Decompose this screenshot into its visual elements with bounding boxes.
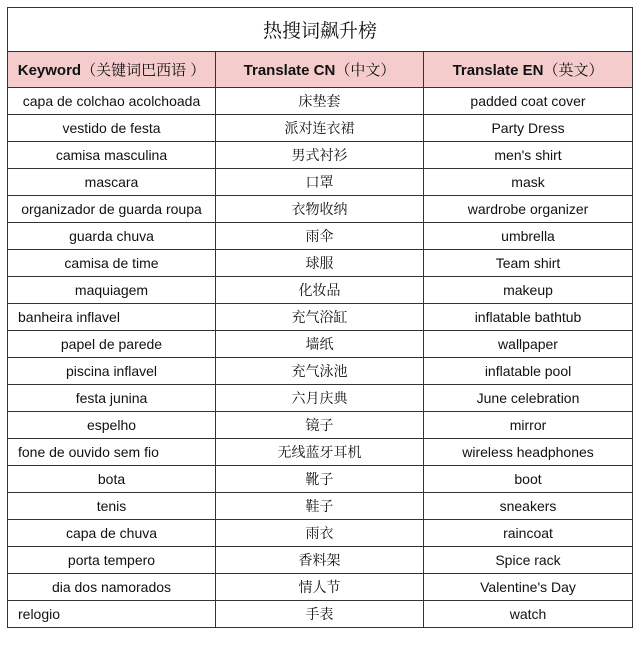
title-row: [8, 8, 633, 52]
translate-cn-cell: 充气泳池: [216, 358, 424, 385]
translate-cn-cell: 香料架: [216, 547, 424, 574]
keyword-cell: mascara: [8, 169, 216, 196]
translate-cn-cell: 床垫套: [216, 88, 424, 115]
translate-en-cell: June celebration: [424, 385, 633, 412]
keyword-cell: dia dos namorados: [8, 574, 216, 601]
keyword-cell: camisa de time: [8, 250, 216, 277]
keyword-cell: bota: [8, 466, 216, 493]
table-row: [8, 547, 633, 574]
table-title: 热搜词飙升榜: [8, 8, 633, 52]
translate-en-cell: boot: [424, 466, 633, 493]
keyword-cell: porta tempero: [8, 547, 216, 574]
keyword-cell: capa de chuva: [8, 520, 216, 547]
header-translate-en: [424, 52, 633, 88]
translate-cn-cell: 靴子: [216, 466, 424, 493]
translate-en-cell: men's shirt: [424, 142, 633, 169]
keyword-cell: banheira inflavel: [8, 304, 216, 331]
keyword-cell: maquiagem: [8, 277, 216, 304]
translate-en-cell: mirror: [424, 412, 633, 439]
header-cn-paren: （中文）: [335, 62, 396, 79]
translate-cn-cell: 手表: [216, 601, 424, 628]
header-row: [8, 52, 633, 88]
translate-cn-cell: 球服: [216, 250, 424, 277]
table-row: [8, 115, 633, 142]
header-keyword-main: Keyword: [17, 62, 82, 79]
translate-cn-cell: 墙纸: [216, 331, 424, 358]
table-row: [8, 493, 633, 520]
translate-en-cell: Team shirt: [424, 250, 633, 277]
keyword-cell: papel de parede: [8, 331, 216, 358]
header-en-main: Translate EN: [452, 62, 544, 79]
table-row: [8, 331, 633, 358]
translate-en-cell: wallpaper: [424, 331, 633, 358]
keyword-cell: festa junina: [8, 385, 216, 412]
translate-en-cell: padded coat cover: [424, 88, 633, 115]
keyword-table: [7, 7, 633, 628]
header-cn-main: Translate CN: [243, 62, 336, 79]
translate-en-cell: watch: [424, 601, 633, 628]
table-row: [8, 412, 633, 439]
translate-en-cell: raincoat: [424, 520, 633, 547]
table-row: [8, 250, 633, 277]
table-row: [8, 358, 633, 385]
translate-en-cell: inflatable pool: [424, 358, 633, 385]
table-row: [8, 169, 633, 196]
translate-cn-cell: 口罩: [216, 169, 424, 196]
translate-en-cell: wireless headphones: [424, 439, 633, 466]
header-en-paren: （英文）: [543, 62, 604, 79]
keyword-cell: tenis: [8, 493, 216, 520]
header-keyword: [8, 52, 216, 88]
table-row: [8, 277, 633, 304]
translate-cn-cell: 化妆品: [216, 277, 424, 304]
translate-cn-cell: 衣物收纳: [216, 196, 424, 223]
keyword-cell: vestido de festa: [8, 115, 216, 142]
translate-en-cell: Party Dress: [424, 115, 633, 142]
translate-en-cell: sneakers: [424, 493, 633, 520]
translate-cn-cell: 男式衬衫: [216, 142, 424, 169]
keyword-cell: camisa masculina: [8, 142, 216, 169]
translate-cn-cell: 雨衣: [216, 520, 424, 547]
table-row: [8, 196, 633, 223]
translate-cn-cell: 无线蓝牙耳机: [216, 439, 424, 466]
keyword-cell: capa de colchao acolchoada: [8, 88, 216, 115]
translate-en-cell: mask: [424, 169, 633, 196]
translate-cn-cell: 鞋子: [216, 493, 424, 520]
keyword-cell: fone de ouvido sem fio: [8, 439, 216, 466]
translate-cn-cell: 充气浴缸: [216, 304, 424, 331]
table-row: [8, 385, 633, 412]
header-translate-cn: [216, 52, 424, 88]
keyword-table-sheet: [7, 7, 632, 628]
table-row: [8, 574, 633, 601]
translate-en-cell: inflatable bathtub: [424, 304, 633, 331]
header-keyword-paren: （关键词巴西语 ）: [81, 62, 206, 79]
translate-cn-cell: 情人节: [216, 574, 424, 601]
translate-cn-cell: 雨伞: [216, 223, 424, 250]
translate-cn-cell: 镜子: [216, 412, 424, 439]
keyword-cell: guarda chuva: [8, 223, 216, 250]
table-row: [8, 520, 633, 547]
table-row: [8, 142, 633, 169]
table-row: [8, 88, 633, 115]
table-row: [8, 304, 633, 331]
translate-cn-cell: 派对连衣裙: [216, 115, 424, 142]
keyword-cell: relogio: [8, 601, 216, 628]
translate-en-cell: umbrella: [424, 223, 633, 250]
table-row: [8, 223, 633, 250]
table-row: [8, 601, 633, 628]
keyword-cell: espelho: [8, 412, 216, 439]
keyword-cell: piscina inflavel: [8, 358, 216, 385]
table-row: [8, 466, 633, 493]
translate-cn-cell: 六月庆典: [216, 385, 424, 412]
translate-en-cell: wardrobe organizer: [424, 196, 633, 223]
table-row: [8, 439, 633, 466]
translate-en-cell: Valentine's Day: [424, 574, 633, 601]
keyword-cell: organizador de guarda roupa: [8, 196, 216, 223]
translate-en-cell: Spice rack: [424, 547, 633, 574]
translate-en-cell: makeup: [424, 277, 633, 304]
